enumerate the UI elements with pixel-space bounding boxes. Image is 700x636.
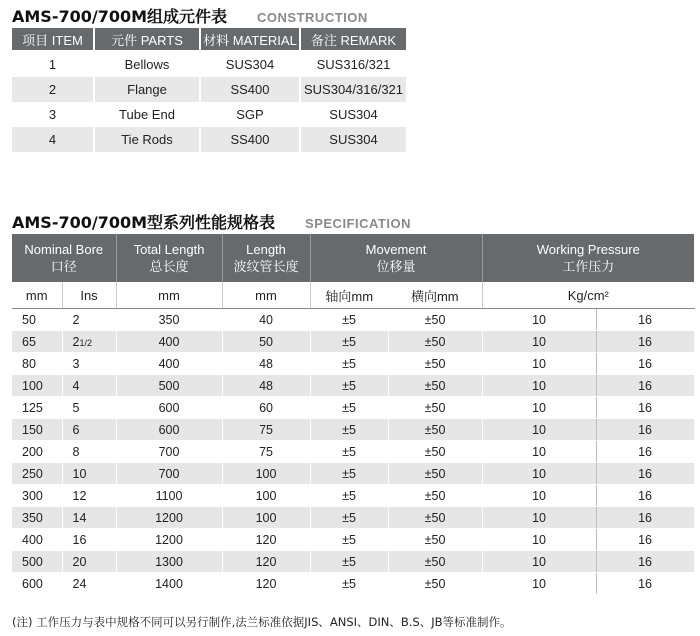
bore-mm-cell [12, 353, 62, 375]
total-length-cell [116, 397, 222, 419]
lateral-movement-cell [388, 375, 482, 397]
working-pressure-zh: 工作压力 [562, 259, 615, 274]
total-length-cell-value: 500 [158, 378, 180, 393]
bellows-length-cell [222, 419, 310, 441]
remark-cell: SUS304 [300, 102, 406, 127]
bore-mm-cell [12, 309, 62, 331]
pressure-high-cell-value: 16 [638, 554, 652, 569]
bore-ins-cell [62, 507, 116, 529]
lateral-movement-cell-value: ±50 [424, 422, 446, 437]
lateral-movement-cell [388, 463, 482, 485]
total-length-cell [116, 551, 222, 573]
total-length-cell-value: 1200 [155, 532, 183, 547]
bore-mm-cell-value: 100 [22, 378, 43, 393]
axial-movement-cell-value: ±5 [342, 356, 356, 371]
total-length-cell [116, 485, 222, 507]
pressure-high-cell [596, 507, 694, 529]
axial-movement-cell [310, 309, 388, 331]
pressure-low-cell [482, 507, 596, 529]
construction-title: AMS-700/700M组成元件表 [12, 7, 228, 26]
pressure-high-cell-value: 16 [638, 510, 652, 525]
movement-en: Movement [365, 242, 427, 257]
unit-bellows-length: mm [222, 282, 310, 309]
total-length-cell [116, 331, 222, 353]
total-length-cell [116, 441, 222, 463]
pressure-low-cell-value: 10 [532, 400, 546, 415]
bellows-length-cell-value: 75 [259, 444, 273, 459]
spec-row [12, 463, 694, 485]
total-length-en: Total Length [133, 242, 205, 257]
axial-movement-cell [310, 419, 388, 441]
total-length-zh: 总长度 [149, 259, 189, 274]
pressure-high-cell-value: 16 [638, 444, 652, 459]
lateral-movement-cell-value: ±50 [424, 466, 446, 481]
lateral-movement-cell-value: ±50 [424, 576, 446, 591]
axial-movement-cell-value: ±5 [342, 554, 356, 569]
working-pressure-en: Working Pressure [536, 242, 640, 257]
bore-ins-cell [62, 397, 116, 419]
unit-pressure: Kg/cm² [482, 282, 694, 309]
bore-mm-cell [12, 419, 62, 441]
axial-movement-cell-value: ±5 [342, 334, 356, 349]
axial-movement-cell-value: ±5 [342, 576, 356, 591]
construction-header-row [12, 28, 406, 51]
construction-table [12, 28, 406, 152]
bore-ins-cell-value: 10 [72, 466, 87, 481]
pressure-low-cell-value: 10 [532, 554, 546, 569]
axial-movement-cell-value: ±5 [342, 378, 356, 393]
pressure-low-cell-value: 10 [532, 532, 546, 547]
col-header-remark: 备注 REMARK [300, 28, 406, 51]
bore-ins-cell-value: 4 [72, 378, 80, 393]
spec-row [12, 441, 694, 463]
lateral-movement-cell-value: ±50 [424, 312, 446, 327]
bore-mm-cell-value: 65 [22, 334, 36, 349]
construction-row [12, 127, 406, 152]
total-length-cell-value: 600 [158, 400, 180, 415]
axial-movement-cell-value: ±5 [342, 400, 356, 415]
spec-row [12, 419, 694, 441]
lateral-movement-cell [388, 529, 482, 551]
parts-cell: Flange [94, 77, 200, 102]
col-header-movement [310, 234, 482, 282]
bore-ins-cell-value: 2 [72, 334, 80, 349]
pressure-high-cell-value: 16 [638, 422, 652, 437]
col-header-material: 材料 MATERIAL [200, 28, 300, 51]
pressure-low-cell-value: 10 [532, 488, 546, 503]
bellows-length-cell-value: 120 [255, 532, 277, 547]
bellows-length-cell-value: 100 [255, 510, 277, 525]
spec-row [12, 507, 694, 529]
col-header-nominal-bore [12, 234, 116, 282]
pressure-high-cell [596, 353, 694, 375]
col-header-total-length [116, 234, 222, 282]
total-length-cell [116, 353, 222, 375]
bellows-length-cell [222, 441, 310, 463]
bellows-length-cell [222, 375, 310, 397]
total-length-cell-value: 350 [158, 312, 180, 327]
bore-mm-cell-value: 200 [22, 444, 43, 459]
total-length-cell [116, 309, 222, 331]
lateral-movement-cell-value: ±50 [424, 532, 446, 547]
bore-ins-cell-value: 6 [72, 422, 80, 437]
material-cell: SS400 [200, 127, 300, 152]
spec-row [12, 551, 694, 573]
lateral-movement-cell [388, 551, 482, 573]
lateral-movement-cell [388, 441, 482, 463]
bore-ins-cell [62, 419, 116, 441]
lateral-movement-cell-value: ±50 [424, 554, 446, 569]
construction-subtitle: CONSTRUCTION [257, 10, 368, 25]
axial-movement-cell [310, 485, 388, 507]
pressure-high-cell-value: 16 [638, 488, 652, 503]
pressure-low-cell-value: 10 [532, 444, 546, 459]
lateral-movement-cell [388, 397, 482, 419]
bellows-length-zh: 波纹管长度 [233, 259, 299, 274]
lateral-movement-cell-value: ±50 [424, 356, 446, 371]
pressure-high-cell-value: 16 [638, 466, 652, 481]
parts-cell: Tube End [94, 102, 200, 127]
unit-axial: 轴向mm [310, 282, 388, 309]
bellows-length-cell-value: 120 [255, 554, 277, 569]
spec-header-row [12, 234, 694, 282]
bellows-length-cell [222, 529, 310, 551]
parts-cell: Bellows [94, 51, 200, 77]
lateral-movement-cell-value: ±50 [424, 510, 446, 525]
bore-ins-cell [62, 551, 116, 573]
spec-unit-row [12, 282, 694, 309]
lateral-movement-cell [388, 573, 482, 595]
bore-mm-cell-value: 125 [22, 400, 43, 415]
parts-cell: Tie Rods [94, 127, 200, 152]
bellows-length-cell-value: 40 [259, 312, 273, 327]
axial-movement-cell-value: ±5 [342, 444, 356, 459]
bore-mm-cell-value: 300 [22, 488, 43, 503]
axial-movement-cell-value: ±5 [342, 466, 356, 481]
total-length-cell [116, 463, 222, 485]
bore-mm-cell-value: 400 [22, 532, 43, 547]
bore-mm-cell-value: 350 [22, 510, 43, 525]
bellows-length-cell [222, 353, 310, 375]
pressure-low-cell [482, 529, 596, 551]
total-length-cell-value: 700 [158, 466, 180, 481]
axial-movement-cell [310, 529, 388, 551]
bore-ins-cell [62, 485, 116, 507]
construction-row [12, 102, 406, 127]
total-length-cell-value: 1400 [155, 576, 183, 591]
lateral-movement-cell [388, 419, 482, 441]
bore-mm-cell [12, 573, 62, 595]
pressure-low-cell [482, 441, 596, 463]
pressure-high-cell [596, 331, 694, 353]
pressure-high-cell [596, 485, 694, 507]
bore-ins-cell-value: 2 [72, 312, 80, 327]
axial-movement-cell [310, 441, 388, 463]
pressure-high-cell-value: 16 [638, 334, 652, 349]
bellows-length-cell [222, 309, 310, 331]
inch-fraction: 1/2 [79, 337, 92, 348]
axial-movement-cell [310, 353, 388, 375]
bore-ins-cell [62, 309, 116, 331]
bore-mm-cell-value: 150 [22, 422, 43, 437]
spec-row [12, 573, 694, 595]
bellows-length-cell [222, 485, 310, 507]
material-cell: SUS304 [200, 51, 300, 77]
bore-mm-cell-value: 250 [22, 466, 43, 481]
item-cell: 2 [12, 77, 94, 102]
axial-movement-cell [310, 331, 388, 353]
col-header-item: 项目 ITEM [12, 28, 94, 51]
pressure-high-cell-value: 16 [638, 400, 652, 415]
remark-cell: SUS304 [300, 127, 406, 152]
pressure-low-cell [482, 419, 596, 441]
pressure-high-cell [596, 419, 694, 441]
bore-ins-cell-value: 20 [72, 554, 87, 569]
bore-mm-cell [12, 397, 62, 419]
total-length-cell [116, 529, 222, 551]
pressure-high-cell-value: 16 [638, 576, 652, 591]
bore-ins-cell [62, 353, 116, 375]
total-length-cell [116, 573, 222, 595]
lateral-movement-cell-value: ±50 [424, 378, 446, 393]
bore-ins-cell-value: 3 [72, 356, 80, 371]
pressure-low-cell [482, 485, 596, 507]
axial-movement-cell-value: ±5 [342, 532, 356, 547]
bellows-length-cell [222, 331, 310, 353]
lateral-movement-cell-value: ±50 [424, 444, 446, 459]
axial-movement-cell-value: ±5 [342, 488, 356, 503]
lateral-movement-cell [388, 507, 482, 529]
bore-ins-cell-value: 8 [72, 444, 80, 459]
bellows-length-cell-value: 50 [259, 334, 273, 349]
spec-row [12, 353, 694, 375]
pressure-low-cell-value: 10 [532, 576, 546, 591]
total-length-cell [116, 507, 222, 529]
remark-cell: SUS304/316/321 [300, 77, 406, 102]
specification-title: AMS-700/700M型系列性能规格表 [12, 213, 276, 232]
pressure-low-cell [482, 331, 596, 353]
bore-mm-cell [12, 551, 62, 573]
unit-lateral: 横向mm [388, 282, 482, 309]
lateral-movement-cell-value: ±50 [424, 334, 446, 349]
bellows-length-cell-value: 100 [255, 466, 277, 481]
specification-subtitle: SPECIFICATION [305, 216, 411, 231]
pressure-low-cell-value: 10 [532, 422, 546, 437]
axial-movement-cell [310, 507, 388, 529]
bore-ins-cell [62, 375, 116, 397]
total-length-cell [116, 419, 222, 441]
bellows-length-en: Length [246, 242, 286, 257]
lateral-movement-cell-value: ±50 [424, 488, 446, 503]
bore-ins-cell [62, 529, 116, 551]
lateral-movement-cell [388, 309, 482, 331]
item-cell: 3 [12, 102, 94, 127]
nominal-bore-en: Nominal Bore [24, 242, 104, 257]
axial-movement-cell-value: ±5 [342, 510, 356, 525]
item-cell: 4 [12, 127, 94, 152]
pressure-high-cell-value: 16 [638, 378, 652, 393]
axial-movement-cell [310, 397, 388, 419]
bellows-length-cell-value: 60 [259, 400, 273, 415]
axial-movement-cell [310, 375, 388, 397]
construction-row [12, 51, 406, 77]
bore-mm-cell [12, 529, 62, 551]
pressure-low-cell-value: 10 [532, 378, 546, 393]
col-header-working-pressure [482, 234, 694, 282]
total-length-cell-value: 1100 [155, 488, 183, 503]
pressure-low-cell [482, 375, 596, 397]
footnote: (注) 工作压力与表中规格不同可以另行制作,法兰标准依据JIS、ANSI、DIN、B.S、JB等标准制作。 [12, 615, 512, 629]
bore-ins-cell [62, 441, 116, 463]
bellows-length-cell [222, 397, 310, 419]
unit-bore-mm: mm [12, 282, 62, 309]
bore-mm-cell-value: 50 [22, 312, 36, 327]
pressure-high-cell [596, 573, 694, 595]
total-length-cell-value: 1200 [155, 510, 183, 525]
pressure-high-cell-value: 16 [638, 312, 652, 327]
unit-total-length: mm [116, 282, 222, 309]
bore-mm-cell-value: 80 [22, 356, 36, 371]
material-cell: SS400 [200, 77, 300, 102]
bore-ins-cell [62, 463, 116, 485]
construction-heading [12, 4, 368, 28]
pressure-high-cell [596, 441, 694, 463]
bore-ins-cell-value: 24 [72, 576, 87, 591]
bellows-length-cell-value: 75 [259, 422, 273, 437]
spec-row [12, 309, 694, 331]
bellows-length-cell [222, 507, 310, 529]
pressure-low-cell [482, 551, 596, 573]
nominal-bore-zh: 口径 [50, 259, 77, 274]
bore-ins-cell-value: 14 [72, 510, 87, 525]
spec-row [12, 529, 694, 551]
total-length-cell [116, 375, 222, 397]
pressure-high-cell [596, 551, 694, 573]
pressure-high-cell-value: 16 [638, 356, 652, 371]
pressure-high-cell [596, 463, 694, 485]
total-length-cell-value: 700 [158, 444, 180, 459]
pressure-high-cell [596, 397, 694, 419]
bore-mm-cell-value: 600 [22, 576, 43, 591]
pressure-high-cell [596, 309, 694, 331]
bellows-length-cell-value: 120 [255, 576, 277, 591]
total-length-cell-value: 400 [158, 334, 180, 349]
bore-mm-cell [12, 463, 62, 485]
lateral-movement-cell-value: ±50 [424, 400, 446, 415]
specification-heading [12, 210, 411, 234]
unit-bore-ins: Ins [62, 282, 116, 309]
pressure-low-cell-value: 10 [532, 466, 546, 481]
bore-mm-cell [12, 507, 62, 529]
axial-movement-cell [310, 463, 388, 485]
total-length-cell-value: 600 [158, 422, 180, 437]
bellows-length-cell-value: 100 [255, 488, 277, 503]
lateral-movement-cell [388, 485, 482, 507]
lateral-movement-cell [388, 331, 482, 353]
bore-ins-cell [62, 331, 116, 353]
pressure-low-cell-value: 10 [532, 312, 546, 327]
bellows-length-cell [222, 463, 310, 485]
spec-row [12, 397, 694, 419]
remark-cell: SUS316/321 [300, 51, 406, 77]
bellows-length-cell [222, 551, 310, 573]
bore-ins-cell-value: 16 [72, 532, 87, 547]
bellows-length-cell-value: 48 [259, 378, 273, 393]
material-cell: SGP [200, 102, 300, 127]
axial-movement-cell-value: ±5 [342, 312, 356, 327]
pressure-low-cell [482, 463, 596, 485]
col-header-bellows-length [222, 234, 310, 282]
pressure-high-cell-value: 16 [638, 532, 652, 547]
bore-mm-cell [12, 441, 62, 463]
pressure-low-cell [482, 397, 596, 419]
pressure-low-cell [482, 573, 596, 595]
axial-movement-cell-value: ±5 [342, 422, 356, 437]
total-length-cell-value: 400 [158, 356, 180, 371]
pressure-low-cell-value: 10 [532, 510, 546, 525]
pressure-high-cell [596, 529, 694, 551]
lateral-movement-cell [388, 353, 482, 375]
bellows-length-cell-value: 48 [259, 356, 273, 371]
pressure-low-cell [482, 309, 596, 331]
bore-mm-cell [12, 485, 62, 507]
spec-row [12, 375, 694, 397]
spec-row [12, 485, 694, 507]
pressure-high-cell [596, 375, 694, 397]
bore-mm-cell [12, 331, 62, 353]
col-header-parts: 元件 PARTS [94, 28, 200, 51]
specification-table [12, 234, 695, 595]
total-length-cell-value: 1300 [155, 554, 183, 569]
axial-movement-cell [310, 551, 388, 573]
movement-zh: 位移量 [376, 259, 416, 274]
bore-ins-cell-value: 12 [72, 488, 87, 503]
pressure-low-cell-value: 10 [532, 356, 546, 371]
bellows-length-cell [222, 573, 310, 595]
bore-ins-cell-value: 5 [72, 400, 80, 415]
item-cell: 1 [12, 51, 94, 77]
construction-row [12, 77, 406, 102]
pressure-low-cell [482, 353, 596, 375]
bore-mm-cell-value: 500 [22, 554, 43, 569]
pressure-low-cell-value: 10 [532, 334, 546, 349]
spec-row [12, 331, 694, 353]
bore-mm-cell [12, 375, 62, 397]
bore-ins-cell [62, 573, 116, 595]
axial-movement-cell [310, 573, 388, 595]
